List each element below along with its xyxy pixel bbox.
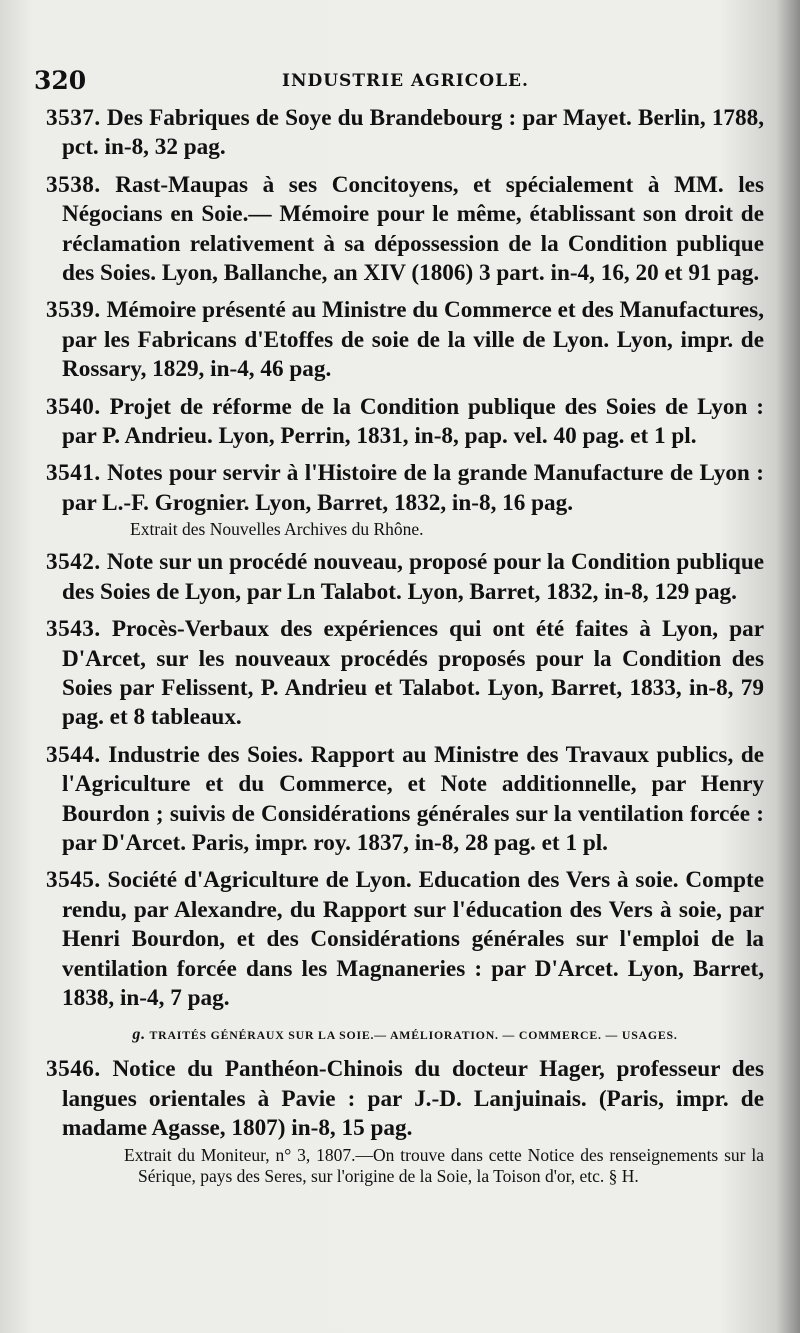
entry-text: Mémoire présenté au Ministre du Commerce et des Manufactures, par les Fabricans d'Etoffes de soie de la ville de Lyon. Lyon, impr. de Rossary, 1829, in-4, 46 pag.	[62, 297, 764, 383]
entry-text: Industrie des Soies. Rapport au Ministre des Travaux publics, de l'Agriculture et du Commerce, et Note additionnelle, par Henry Bourdon ; suivis de Considérations générales sur la ventilation forcée : par D'Arcet. Paris, impr. roy. 1837, in-8, 28 pag. et 1 pl.	[62, 741, 765, 856]
entry-number: 3537.	[46, 105, 101, 131]
bibliography-list	[46, 104, 764, 1195]
entry-3541	[46, 459, 764, 540]
entry-3537	[46, 104, 764, 163]
entry-3544	[46, 741, 764, 859]
section-letter: g.	[132, 1026, 146, 1044]
running-title: INDUSTRIE AGRICOLE.	[282, 71, 529, 91]
entry-number: 3546.	[46, 1056, 101, 1083]
entry-number: 3538.	[46, 171, 101, 198]
entry-3540	[46, 393, 764, 452]
entry-number: 3540.	[46, 393, 101, 420]
entry-number: 3544.	[46, 741, 101, 768]
entry-text: Notice du Panthéon-Chinois du docteur Hager, professeur des langues orientales à Pavie : par J.-D. Lanjuinais. (Paris, impr. de madame Agasse, 1807) in-8, 15 pag.	[62, 1056, 764, 1142]
page-number: 320	[34, 66, 87, 95]
entry-3543	[46, 615, 764, 733]
entry-3542	[46, 548, 764, 607]
entry-number: 3543.	[46, 616, 101, 643]
page-header	[34, 66, 760, 98]
entry-text: Procès-Verbaux des expériences qui ont été faites à Lyon, par D'Arcet, sur les nouveaux procédés proposés pour la Condition des Soies par Felissent, P. Andrieu et Talabot. Lyon, Barret, 1833, in-8, 79 pag. et 8 tableaux.	[62, 616, 764, 731]
entry-text: Des Fabriques de Soye du Brandebourg : par Mayet. Berlin, 1788, pct. in-8, 32 pag.	[62, 105, 765, 161]
section-heading	[46, 1027, 764, 1043]
entry-note: Extrait des Nouvelles Archives du Rhône.	[130, 519, 424, 540]
entry-text: Rast-Maupas à ses Concitoyens, et spécialement à MM. les Négocians en Soie.— Mémoire pour le même, établissant son droit de réclamation relativement à sa dépossession de la Condition publique des Soies. Lyon, Ballanche, an XIV (1806) 3 part. in-4, 16, 20 et 91 pag.	[62, 171, 765, 287]
entry-3539	[46, 296, 764, 384]
entry-3545	[46, 866, 764, 1013]
entry-3546	[46, 1055, 764, 1186]
entry-text: Projet de réforme de la Condition publique des Soies de Lyon : par P. Andrieu. Lyon, Perrin, 1831, in-8, pap. vel. 40 pag. et 1 pl.	[62, 393, 764, 450]
entry-text: Note sur un procédé nouveau, proposé pour la Condition publique des Soies de Lyon, par Ln Talabot. Lyon, Barret, 1832, in-8, 129 pag.	[62, 549, 765, 605]
entry-text: Notes pour servir à l'Histoire de la grande Manufacture de Lyon : par L.-F. Grognier. Lyon, Barret, 1832, in-8, 16 pag.	[62, 460, 765, 516]
entry-note: Extrait du Moniteur, n° 3, 1807.—On trouve dans cette Notice des renseignements sur la Sérique, pays des Seres, sur l'origine de la Soie, la Toison d'or, etc. § H.	[124, 1144, 764, 1186]
entry-number: 3539.	[46, 297, 101, 324]
section-title: TRAITÉS GÉNÉRAUX SUR LA SOIE.— AMÉLIORATION. — COMMERCE. — USAGES.	[149, 1028, 678, 1043]
entry-number: 3545.	[46, 867, 101, 894]
entry-number: 3541.	[46, 460, 101, 487]
entry-3538	[46, 171, 764, 289]
entry-number: 3542.	[46, 549, 101, 576]
entry-text: Société d'Agriculture de Lyon. Education des Vers à soie. Compte rendu, par Alexandre, du Rapport sur l'éducation des Vers à soie, par Henri Bourdon, et des Considérations générales sur l'emploi de la ventilation forcée dans les Magnaneries : par D'Arcet. Lyon, Barret, 1838, in-4, 7 pag.	[62, 867, 764, 1011]
